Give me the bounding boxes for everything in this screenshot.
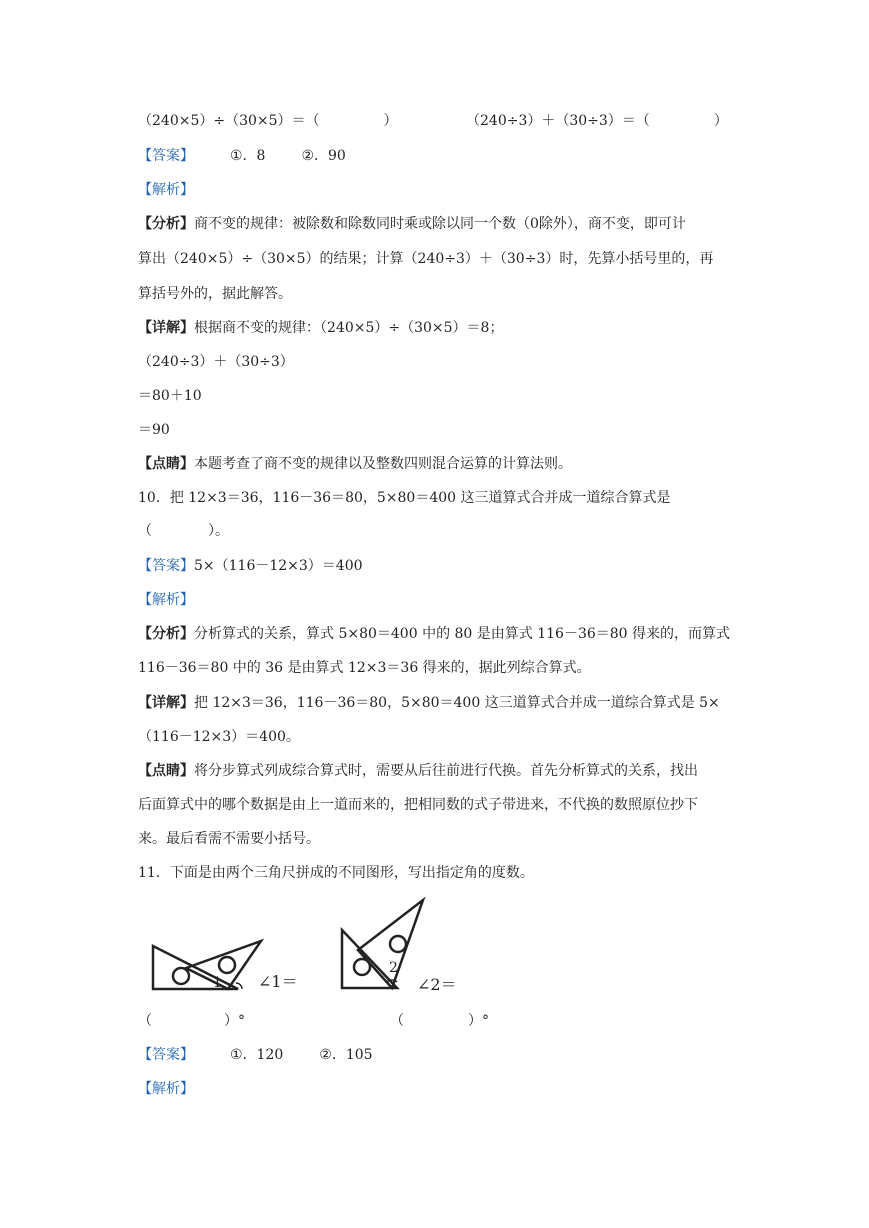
- q10-dianjing-line-3: 来。最后看需不需要小括号。: [138, 831, 320, 847]
- q10-question-line-2: （ ）。: [138, 523, 229, 539]
- q10-xiangjie-line-1: 【详解】把 12×3＝36，116－36＝80，5×80＝400 这三道算式合并成一道综合算式是 5×: [138, 695, 720, 711]
- q9-step-1: （240÷3）＋（30÷3）: [138, 354, 294, 370]
- angle-2-label: ∠2＝: [417, 975, 457, 994]
- q11-answer: 【答案】 ①．120 ②．105: [138, 1047, 373, 1063]
- set-square-hole: [219, 957, 235, 973]
- q9-fenxi-line-1: 【分析】商不变的规律：被除数和除数同时乘或除以同一个数（0除外），商不变，即可计: [138, 216, 686, 232]
- jiexi-tag: 【解析】: [138, 182, 194, 198]
- q10-dianjing-line-1: 【点睛】将分步算式列成综合算式时，需要从后往前进行代换。首先分析算式的关系，找出: [138, 763, 698, 779]
- angle-1-label: ∠1＝: [258, 972, 298, 991]
- q9-dianjing: 【点睛】本题考查了商不变的规律以及整数四则混合运算的计算法则。: [138, 456, 572, 472]
- jiexi-tag: 【解析】: [138, 1081, 194, 1097]
- fenxi-tag: 【分析】: [138, 216, 194, 232]
- q9-fenxi-line-2: 算出（240×5）÷（30×5）的结果；计算（240÷3）＋（30÷3）时，先算小括号里的，再: [138, 251, 714, 267]
- answer-tag: 【答案】: [138, 1047, 194, 1063]
- q11-blank-1: （ ）°: [138, 1013, 245, 1029]
- q9-answer: 【答案】 ①．8 ②．90: [138, 148, 346, 164]
- q11-question: 11．下面是由两个三角尺拼成的不同图形，写出指定角的度数。: [138, 865, 534, 881]
- q9-expr2: （240÷3）＋（30÷3）＝（ ）: [466, 113, 728, 129]
- q9-fenxi-line-3: 算括号外的，据此解答。: [138, 286, 292, 302]
- xiangjie-tag: 【详解】: [138, 695, 194, 711]
- angle-1-mark: 1: [213, 975, 222, 991]
- set-square-hole: [390, 936, 406, 952]
- q10-answer: 【答案】5×（116－12×3）＝400: [138, 558, 363, 574]
- set-square-hole: [354, 959, 370, 975]
- set-square-hole: [173, 968, 189, 984]
- q11-blank-2: （ ）°: [390, 1013, 489, 1029]
- jiexi-tag: 【解析】: [138, 592, 194, 608]
- dianjing-tag: 【点睛】: [138, 456, 194, 472]
- q10-fenxi-line-1: 【分析】分析算式的关系，算式 5×80＝400 中的 80 是由算式 116－36＝80 得来的，而算式: [138, 626, 731, 642]
- q10-fenxi-line-2: 116－36＝80 中的 36 是由算式 12×3＝36 得来的，据此列综合算式。: [138, 660, 591, 676]
- q9-step-3: ＝90: [138, 422, 170, 438]
- fenxi-tag: 【分析】: [138, 626, 194, 642]
- q9-expr1: （240×5）÷（30×5）＝（ ）: [138, 113, 398, 129]
- xiangjie-tag: 【详解】: [138, 320, 194, 336]
- set-square-left-shape: [153, 946, 238, 989]
- dianjing-tag: 【点睛】: [138, 763, 194, 779]
- angle-2-mark: 2: [389, 960, 398, 976]
- q10-question-line-1: 10．把 12×3＝36，116－36＝80，5×80＝400 这三道算式合并成一道综合算式是: [138, 490, 671, 506]
- q9-xiangjie: 【详解】根据商不变的规律：（240×5）÷（30×5）＝8；: [138, 320, 504, 336]
- answer-tag: 【答案】: [138, 558, 194, 574]
- q10-xiangjie-line-2: （116－12×3）＝400。: [138, 729, 300, 745]
- q10-dianjing-line-2: 后面算式中的哪个数据是由上一道而来的，把相同数的式子带进来，不代换的数照原位抄下: [138, 797, 698, 813]
- answer-tag: 【答案】: [138, 148, 194, 164]
- q9-step-2: ＝80＋10: [138, 388, 202, 404]
- set-square-left-shape: [342, 930, 397, 988]
